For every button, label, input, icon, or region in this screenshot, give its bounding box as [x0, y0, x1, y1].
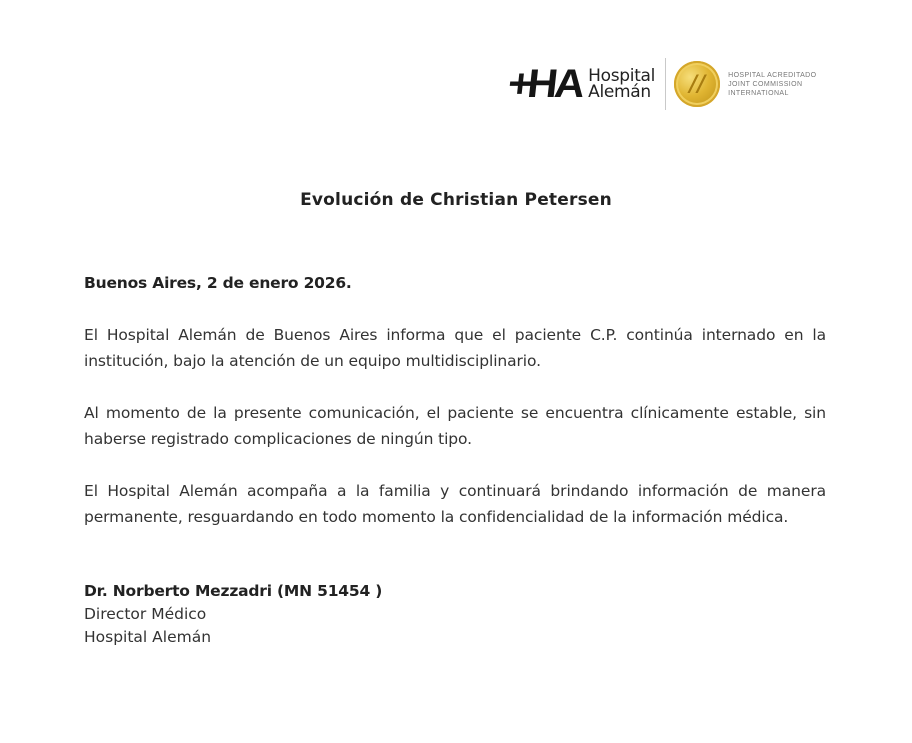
- header-divider: [665, 58, 666, 110]
- hospital-name-line2: Alemán: [588, 82, 651, 102]
- joint-commission-seal-icon: [674, 61, 720, 107]
- paragraph: El Hospital Alemán de Buenos Aires informa que el paciente C.P. continúa internado en la institución, bajo la atención de un equipo multidisciplinario.: [84, 326, 826, 370]
- paragraph: El Hospital Alemán acompaña a la familia y continuará brindando información de manera permanente, resguardando en todo momento la confidencialidad de la información médica.: [84, 482, 826, 526]
- hospital-name: [588, 68, 655, 100]
- document-title: Evolución de Christian Petersen: [300, 190, 612, 210]
- hospital-name-line1: Hospital: [588, 66, 656, 86]
- signature-block: [84, 580, 382, 649]
- accreditation-text: [728, 71, 816, 98]
- signatory-institution: Hospital Alemán: [84, 628, 212, 646]
- document-body: [84, 270, 826, 556]
- date-line: Buenos Aires, 2 de enero 2026.: [84, 274, 352, 292]
- signatory-role: Director Médico: [84, 605, 207, 623]
- paragraph: Al momento de la presente comunicación, el paciente se encuentra clínicamente estable, sin haberse registrado complicaciones de ningún tipo.: [84, 404, 826, 448]
- letterhead: [505, 56, 817, 112]
- logo-plus: +: [505, 62, 533, 106]
- logo-mark: HA: [525, 62, 585, 106]
- signatory-name: Dr. Norberto Mezzadri (MN 51454 ): [84, 582, 383, 600]
- accreditation-line: JOINT COMMISSION: [728, 80, 803, 88]
- hospital-aleman-logo-icon: [506, 64, 584, 104]
- accreditation-line: INTERNATIONAL: [728, 89, 789, 97]
- seal-glyph: //: [689, 71, 706, 97]
- accreditation-line: HOSPITAL ACREDITADO: [728, 71, 817, 79]
